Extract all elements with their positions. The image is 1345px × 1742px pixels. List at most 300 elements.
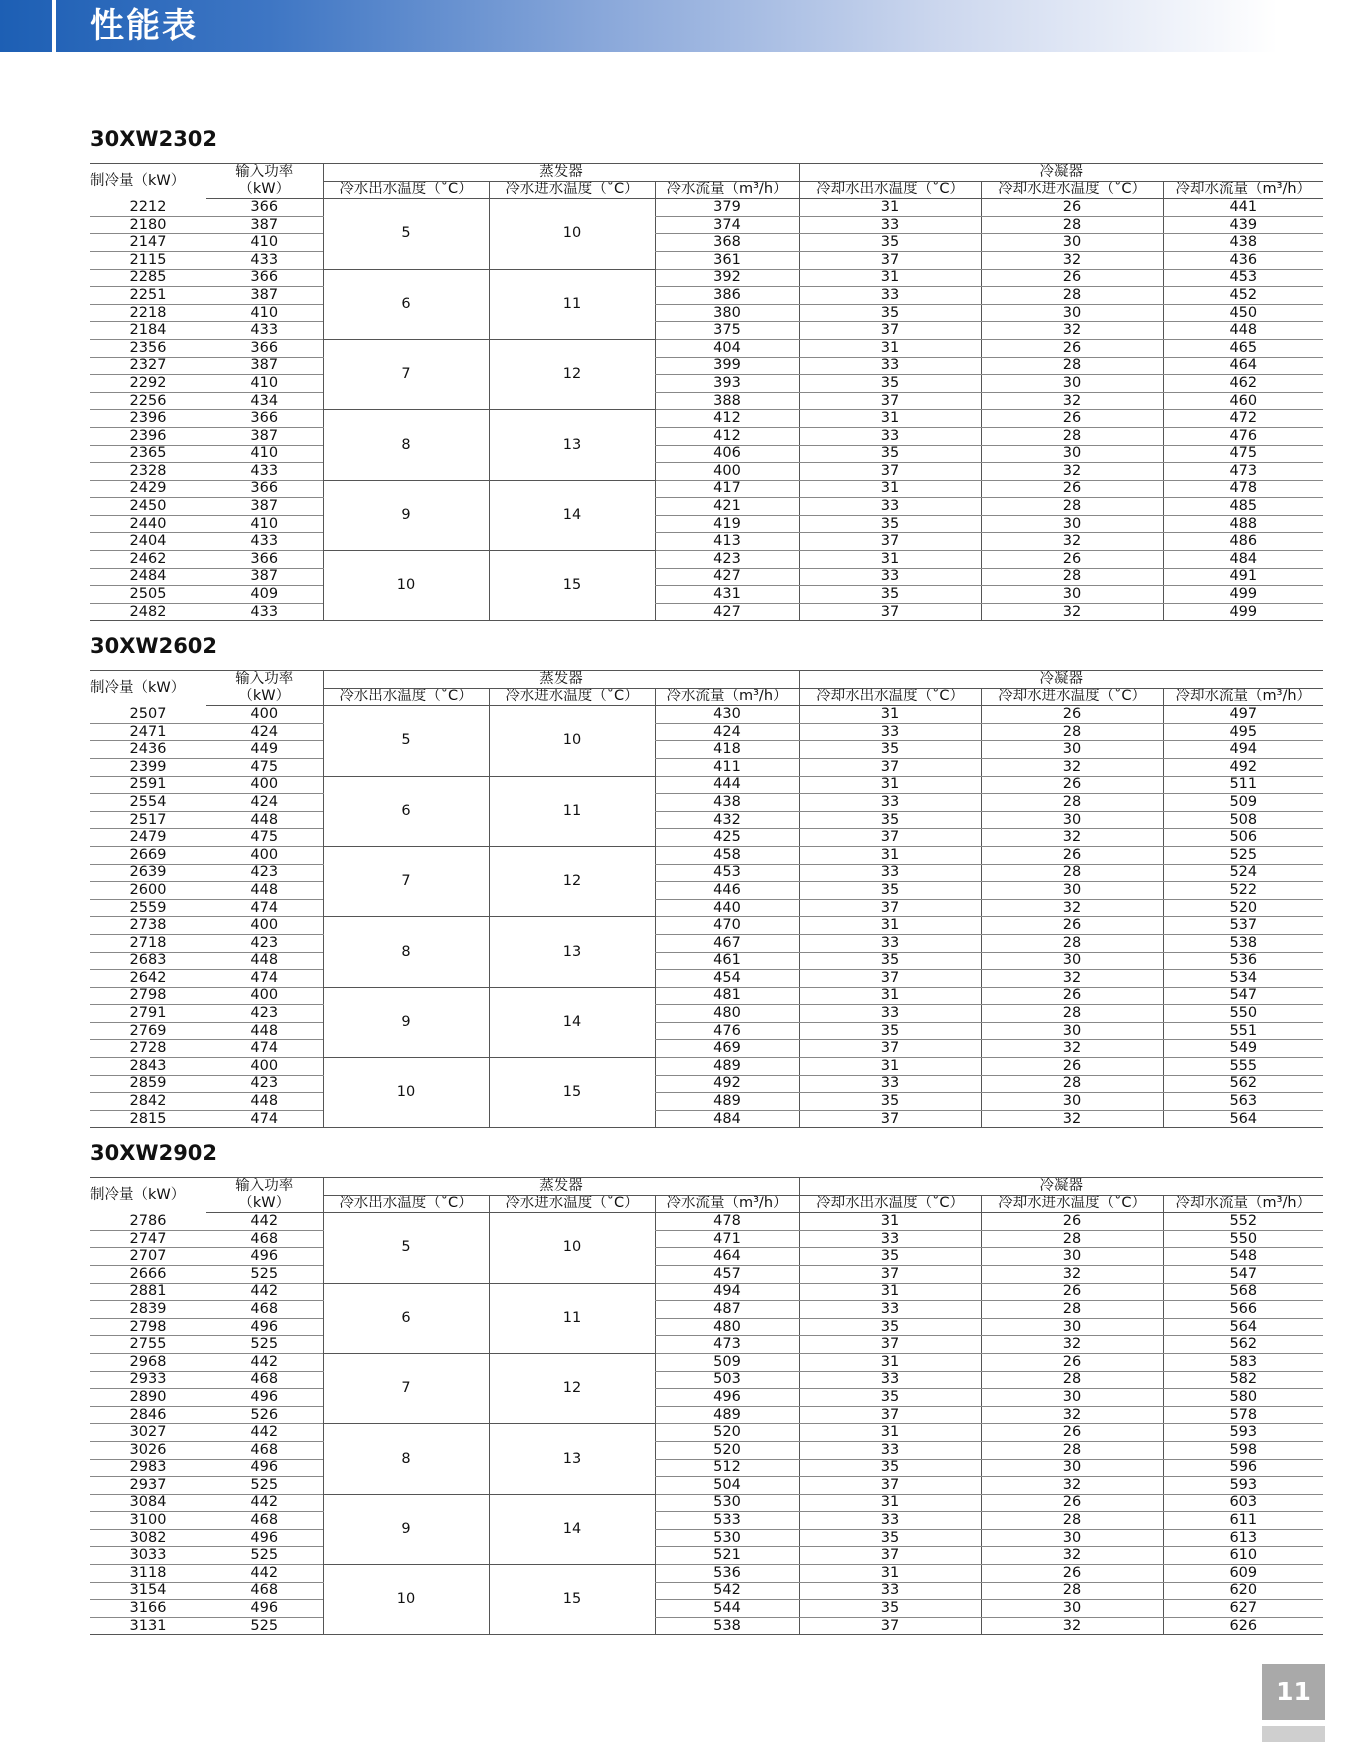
cell-evap-in-temp: 15 xyxy=(489,551,655,621)
cell-cond-out-temp: 31 xyxy=(799,1058,981,1076)
cell-evap-out-temp: 9 xyxy=(323,480,489,550)
cell-power: 387 xyxy=(206,427,323,445)
cell-cond-flow: 448 xyxy=(1163,322,1323,340)
cell-capacity: 2839 xyxy=(90,1301,206,1319)
cell-capacity: 2365 xyxy=(90,445,206,463)
cell-cond-out-temp: 37 xyxy=(799,603,981,621)
cell-power: 400 xyxy=(206,917,323,935)
cell-capacity: 2115 xyxy=(90,251,206,269)
cell-capacity: 2399 xyxy=(90,758,206,776)
cell-cond-out-temp: 37 xyxy=(799,463,981,481)
table-row xyxy=(90,533,1323,551)
table-row xyxy=(90,269,1323,287)
cell-evap-flow: 406 xyxy=(655,445,799,463)
cell-power: 387 xyxy=(206,498,323,516)
header-cond-out-temp: 冷却水出水温度（˚C） xyxy=(799,688,981,706)
table-row xyxy=(90,1529,1323,1547)
table-row xyxy=(90,603,1323,621)
header-cond-flow: 冷却水流量（m³/h） xyxy=(1163,688,1323,706)
cell-power: 433 xyxy=(206,603,323,621)
cell-cond-flow: 578 xyxy=(1163,1406,1323,1424)
cell-evap-out-temp: 5 xyxy=(323,199,489,269)
cell-cond-flow: 472 xyxy=(1163,410,1323,428)
cell-evap-flow: 368 xyxy=(655,234,799,252)
table-row xyxy=(90,1547,1323,1565)
cell-cond-flow: 524 xyxy=(1163,864,1323,882)
cell-cond-out-temp: 31 xyxy=(799,1565,981,1583)
cell-cond-out-temp: 31 xyxy=(799,917,981,935)
header-cond-out-temp: 冷却水出水温度（˚C） xyxy=(799,1195,981,1213)
table-row xyxy=(90,463,1323,481)
cell-evap-out-temp: 5 xyxy=(323,706,489,776)
cell-cond-out-temp: 37 xyxy=(799,251,981,269)
table-row xyxy=(90,1230,1323,1248)
cell-power: 434 xyxy=(206,392,323,410)
header-cond-in-temp: 冷却水进水温度（˚C） xyxy=(981,181,1163,199)
cell-evap-flow: 438 xyxy=(655,794,799,812)
cell-evap-flow: 424 xyxy=(655,723,799,741)
cell-cond-in-temp: 32 xyxy=(981,1406,1163,1424)
header-evap-in-temp: 冷水进水温度（˚C） xyxy=(489,688,655,706)
cell-power: 468 xyxy=(206,1230,323,1248)
cell-cond-flow: 520 xyxy=(1163,899,1323,917)
cell-power: 496 xyxy=(206,1600,323,1618)
cell-power: 496 xyxy=(206,1529,323,1547)
table-row xyxy=(90,970,1323,988)
cell-power: 410 xyxy=(206,375,323,393)
cell-cond-in-temp: 32 xyxy=(981,1477,1163,1495)
cell-power: 496 xyxy=(206,1459,323,1477)
cell-cond-flow: 475 xyxy=(1163,445,1323,463)
cell-capacity: 2404 xyxy=(90,533,206,551)
model-title: 30XW2902 xyxy=(90,1141,218,1165)
cell-power: 433 xyxy=(206,533,323,551)
cell-cond-in-temp: 28 xyxy=(981,357,1163,375)
cell-cond-out-temp: 33 xyxy=(799,1301,981,1319)
table-row xyxy=(90,586,1323,604)
cell-power: 387 xyxy=(206,568,323,586)
cell-capacity: 2642 xyxy=(90,970,206,988)
cell-power: 468 xyxy=(206,1582,323,1600)
cell-evap-flow: 361 xyxy=(655,251,799,269)
table-row xyxy=(90,706,1323,724)
cell-cond-flow: 620 xyxy=(1163,1582,1323,1600)
cell-capacity: 2769 xyxy=(90,1022,206,1040)
cell-cond-in-temp: 26 xyxy=(981,339,1163,357)
table-row xyxy=(90,304,1323,322)
cell-cond-flow: 564 xyxy=(1163,1318,1323,1336)
cell-cond-in-temp: 30 xyxy=(981,811,1163,829)
cell-evap-flow: 427 xyxy=(655,568,799,586)
cell-cond-out-temp: 31 xyxy=(799,1283,981,1301)
cell-cond-flow: 509 xyxy=(1163,794,1323,812)
cell-cond-out-temp: 37 xyxy=(799,1040,981,1058)
cell-cond-out-temp: 33 xyxy=(799,1441,981,1459)
cell-cond-flow: 486 xyxy=(1163,533,1323,551)
cell-capacity: 2471 xyxy=(90,723,206,741)
cell-evap-flow: 489 xyxy=(655,1058,799,1076)
cell-evap-out-temp: 5 xyxy=(323,1213,489,1283)
cell-evap-flow: 421 xyxy=(655,498,799,516)
cell-cond-flow: 452 xyxy=(1163,287,1323,305)
cell-evap-flow: 503 xyxy=(655,1371,799,1389)
cell-capacity: 2554 xyxy=(90,794,206,812)
header-power-unit: （kW） xyxy=(206,181,323,199)
cell-capacity: 2396 xyxy=(90,410,206,428)
cell-evap-in-temp: 12 xyxy=(489,846,655,916)
cell-power: 424 xyxy=(206,723,323,741)
cell-capacity: 2356 xyxy=(90,339,206,357)
cell-power: 468 xyxy=(206,1441,323,1459)
cell-evap-flow: 509 xyxy=(655,1353,799,1371)
cell-power: 468 xyxy=(206,1512,323,1530)
cell-power: 442 xyxy=(206,1494,323,1512)
cell-evap-in-temp: 13 xyxy=(489,917,655,987)
header-cond-flow: 冷却水流量（m³/h） xyxy=(1163,181,1323,199)
cell-cond-flow: 453 xyxy=(1163,269,1323,287)
cell-cond-flow: 438 xyxy=(1163,234,1323,252)
cell-cond-in-temp: 32 xyxy=(981,1336,1163,1354)
cell-cond-in-temp: 28 xyxy=(981,216,1163,234)
cell-capacity: 2429 xyxy=(90,480,206,498)
table-row xyxy=(90,551,1323,569)
table-row xyxy=(90,776,1323,794)
cell-cond-out-temp: 31 xyxy=(799,339,981,357)
cell-cond-in-temp: 26 xyxy=(981,987,1163,1005)
cell-capacity: 3082 xyxy=(90,1529,206,1547)
cell-cond-flow: 580 xyxy=(1163,1389,1323,1407)
cell-cond-out-temp: 37 xyxy=(799,1336,981,1354)
cell-power: 468 xyxy=(206,1301,323,1319)
table-row xyxy=(90,339,1323,357)
cell-cond-out-temp: 31 xyxy=(799,1213,981,1231)
cell-capacity: 2559 xyxy=(90,899,206,917)
cell-cond-in-temp: 30 xyxy=(981,234,1163,252)
cell-cond-flow: 499 xyxy=(1163,603,1323,621)
cell-evap-flow: 536 xyxy=(655,1565,799,1583)
cell-power: 366 xyxy=(206,199,323,217)
cell-cond-flow: 568 xyxy=(1163,1283,1323,1301)
cell-cond-out-temp: 35 xyxy=(799,882,981,900)
cell-power: 526 xyxy=(206,1406,323,1424)
table-row xyxy=(90,568,1323,586)
cell-cond-flow: 596 xyxy=(1163,1459,1323,1477)
cell-evap-in-temp: 13 xyxy=(489,410,655,480)
table-row xyxy=(90,216,1323,234)
cell-cond-out-temp: 31 xyxy=(799,410,981,428)
cell-evap-flow: 521 xyxy=(655,1547,799,1565)
cell-cond-in-temp: 30 xyxy=(981,952,1163,970)
cell-cond-flow: 476 xyxy=(1163,427,1323,445)
cell-cond-flow: 538 xyxy=(1163,934,1323,952)
cell-cond-out-temp: 35 xyxy=(799,586,981,604)
cell-capacity: 2859 xyxy=(90,1075,206,1093)
cell-evap-flow: 440 xyxy=(655,899,799,917)
cell-cond-flow: 566 xyxy=(1163,1301,1323,1319)
cell-cond-flow: 562 xyxy=(1163,1336,1323,1354)
cell-cond-out-temp: 35 xyxy=(799,515,981,533)
cell-evap-flow: 496 xyxy=(655,1389,799,1407)
cell-cond-out-temp: 35 xyxy=(799,1600,981,1618)
header-evaporator: 蒸发器 xyxy=(323,164,799,182)
cell-evap-flow: 412 xyxy=(655,410,799,428)
cell-cond-out-temp: 33 xyxy=(799,794,981,812)
cell-capacity: 2933 xyxy=(90,1371,206,1389)
header-evap-flow: 冷水流量（m³/h） xyxy=(655,181,799,199)
cell-evap-flow: 431 xyxy=(655,586,799,604)
cell-evap-flow: 399 xyxy=(655,357,799,375)
cell-capacity: 3027 xyxy=(90,1424,206,1442)
cell-evap-flow: 464 xyxy=(655,1248,799,1266)
cell-power: 525 xyxy=(206,1265,323,1283)
cell-capacity: 2798 xyxy=(90,987,206,1005)
cell-evap-flow: 375 xyxy=(655,322,799,340)
cell-capacity: 2328 xyxy=(90,463,206,481)
cell-cond-in-temp: 28 xyxy=(981,934,1163,952)
table-row xyxy=(90,1022,1323,1040)
cell-evap-out-temp: 10 xyxy=(323,1565,489,1635)
cell-cond-flow: 583 xyxy=(1163,1353,1323,1371)
cell-cond-out-temp: 37 xyxy=(799,1547,981,1565)
cell-cond-out-temp: 31 xyxy=(799,987,981,1005)
cell-power: 433 xyxy=(206,463,323,481)
cell-cond-in-temp: 26 xyxy=(981,269,1163,287)
cell-cond-out-temp: 31 xyxy=(799,269,981,287)
table-row xyxy=(90,882,1323,900)
table-row xyxy=(90,741,1323,759)
table-row xyxy=(90,952,1323,970)
cell-cond-in-temp: 32 xyxy=(981,533,1163,551)
cell-cond-out-temp: 37 xyxy=(799,1110,981,1128)
cell-cond-out-temp: 31 xyxy=(799,551,981,569)
header-cond-out-temp: 冷却水出水温度（˚C） xyxy=(799,181,981,199)
cell-capacity: 3118 xyxy=(90,1565,206,1583)
table-row xyxy=(90,1336,1323,1354)
cell-cond-flow: 491 xyxy=(1163,568,1323,586)
cell-cond-flow: 511 xyxy=(1163,776,1323,794)
cell-power: 449 xyxy=(206,741,323,759)
cell-cond-in-temp: 30 xyxy=(981,1459,1163,1477)
table-row xyxy=(90,1389,1323,1407)
cell-evap-flow: 520 xyxy=(655,1424,799,1442)
header-divider xyxy=(52,0,56,52)
cell-cond-flow: 506 xyxy=(1163,829,1323,847)
cell-cond-flow: 537 xyxy=(1163,917,1323,935)
cell-cond-out-temp: 37 xyxy=(799,1265,981,1283)
cell-evap-out-temp: 8 xyxy=(323,917,489,987)
cell-cond-out-temp: 35 xyxy=(799,1022,981,1040)
cell-evap-flow: 461 xyxy=(655,952,799,970)
cell-cond-flow: 492 xyxy=(1163,758,1323,776)
cell-evap-flow: 404 xyxy=(655,339,799,357)
cell-power: 400 xyxy=(206,987,323,1005)
cell-evap-flow: 417 xyxy=(655,480,799,498)
cell-cond-in-temp: 30 xyxy=(981,741,1163,759)
cell-power: 424 xyxy=(206,794,323,812)
cell-cond-out-temp: 35 xyxy=(799,1389,981,1407)
cell-capacity: 2968 xyxy=(90,1353,206,1371)
table-row xyxy=(90,1110,1323,1128)
table-row xyxy=(90,1301,1323,1319)
header-condenser: 冷凝器 xyxy=(799,1178,1323,1196)
cell-evap-out-temp: 6 xyxy=(323,269,489,339)
cell-cond-out-temp: 35 xyxy=(799,234,981,252)
table-row xyxy=(90,1441,1323,1459)
cell-capacity: 2937 xyxy=(90,1477,206,1495)
cell-evap-out-temp: 7 xyxy=(323,1353,489,1423)
cell-cond-flow: 603 xyxy=(1163,1494,1323,1512)
cell-cond-flow: 494 xyxy=(1163,741,1323,759)
cell-cond-out-temp: 33 xyxy=(799,934,981,952)
cell-cond-out-temp: 37 xyxy=(799,1477,981,1495)
cell-evap-flow: 533 xyxy=(655,1512,799,1530)
header-evap-out-temp: 冷水出水温度（˚C） xyxy=(323,181,489,199)
performance-table xyxy=(90,163,1323,621)
cell-cond-out-temp: 35 xyxy=(799,445,981,463)
cell-cond-out-temp: 33 xyxy=(799,1512,981,1530)
cell-capacity: 2462 xyxy=(90,551,206,569)
table-row xyxy=(90,1371,1323,1389)
cell-capacity: 2798 xyxy=(90,1318,206,1336)
cell-evap-flow: 489 xyxy=(655,1093,799,1111)
cell-evap-flow: 432 xyxy=(655,811,799,829)
cell-evap-flow: 392 xyxy=(655,269,799,287)
cell-power: 410 xyxy=(206,515,323,533)
cell-evap-in-temp: 10 xyxy=(489,706,655,776)
cell-cond-out-temp: 33 xyxy=(799,357,981,375)
cell-power: 433 xyxy=(206,322,323,340)
cell-cond-out-temp: 33 xyxy=(799,1230,981,1248)
cell-cond-flow: 460 xyxy=(1163,392,1323,410)
table-row xyxy=(90,794,1323,812)
cell-cond-in-temp: 32 xyxy=(981,1617,1163,1635)
cell-capacity: 2791 xyxy=(90,1005,206,1023)
cell-cond-flow: 609 xyxy=(1163,1565,1323,1583)
header-evap-out-temp: 冷水出水温度（˚C） xyxy=(323,688,489,706)
cell-cond-flow: 488 xyxy=(1163,515,1323,533)
cell-capacity: 2479 xyxy=(90,829,206,847)
cell-capacity: 2147 xyxy=(90,234,206,252)
cell-cond-flow: 548 xyxy=(1163,1248,1323,1266)
cell-cond-in-temp: 26 xyxy=(981,1424,1163,1442)
cell-capacity: 2396 xyxy=(90,427,206,445)
cell-cond-in-temp: 32 xyxy=(981,1040,1163,1058)
cell-power: 442 xyxy=(206,1353,323,1371)
cell-cond-out-temp: 31 xyxy=(799,1424,981,1442)
cell-capacity: 2184 xyxy=(90,322,206,340)
cell-cond-flow: 611 xyxy=(1163,1512,1323,1530)
cell-cond-out-temp: 33 xyxy=(799,427,981,445)
cell-cond-out-temp: 35 xyxy=(799,811,981,829)
cell-evap-in-temp: 10 xyxy=(489,1213,655,1283)
cell-cond-flow: 547 xyxy=(1163,987,1323,1005)
header-evap-in-temp: 冷水进水温度（˚C） xyxy=(489,1195,655,1213)
cell-capacity: 2440 xyxy=(90,515,206,533)
header-power: 输入功率 xyxy=(206,164,323,182)
cell-cond-in-temp: 28 xyxy=(981,864,1163,882)
cell-evap-flow: 504 xyxy=(655,1477,799,1495)
header-evap-flow: 冷水流量（m³/h） xyxy=(655,688,799,706)
cell-cond-flow: 582 xyxy=(1163,1371,1323,1389)
cell-capacity: 2436 xyxy=(90,741,206,759)
cell-cond-flow: 547 xyxy=(1163,1265,1323,1283)
cell-cond-out-temp: 33 xyxy=(799,568,981,586)
cell-cond-in-temp: 32 xyxy=(981,251,1163,269)
cell-power: 525 xyxy=(206,1477,323,1495)
cell-capacity: 2517 xyxy=(90,811,206,829)
cell-capacity: 2666 xyxy=(90,1265,206,1283)
cell-cond-out-temp: 37 xyxy=(799,533,981,551)
cell-capacity: 2755 xyxy=(90,1336,206,1354)
cell-power: 366 xyxy=(206,480,323,498)
cell-cond-out-temp: 37 xyxy=(799,392,981,410)
cell-power: 475 xyxy=(206,829,323,847)
table-row xyxy=(90,1058,1323,1076)
cell-cond-flow: 436 xyxy=(1163,251,1323,269)
cell-evap-in-temp: 12 xyxy=(489,1353,655,1423)
table-row xyxy=(90,287,1323,305)
cell-evap-in-temp: 11 xyxy=(489,269,655,339)
cell-evap-flow: 453 xyxy=(655,864,799,882)
cell-power: 525 xyxy=(206,1336,323,1354)
cell-cond-flow: 593 xyxy=(1163,1477,1323,1495)
cell-evap-flow: 386 xyxy=(655,287,799,305)
cell-power: 496 xyxy=(206,1318,323,1336)
cell-evap-flow: 470 xyxy=(655,917,799,935)
cell-capacity: 2846 xyxy=(90,1406,206,1424)
cell-capacity: 2251 xyxy=(90,287,206,305)
cell-power: 387 xyxy=(206,357,323,375)
table-row xyxy=(90,515,1323,533)
cell-evap-out-temp: 8 xyxy=(323,410,489,480)
cell-power: 442 xyxy=(206,1213,323,1231)
cell-cond-out-temp: 31 xyxy=(799,706,981,724)
cell-cond-out-temp: 33 xyxy=(799,498,981,516)
cell-cond-in-temp: 26 xyxy=(981,480,1163,498)
cell-cond-out-temp: 35 xyxy=(799,741,981,759)
cell-cond-out-temp: 37 xyxy=(799,1617,981,1635)
cell-cond-in-temp: 28 xyxy=(981,1301,1163,1319)
cell-cond-out-temp: 31 xyxy=(799,776,981,794)
table-row xyxy=(90,427,1323,445)
cell-cond-in-temp: 28 xyxy=(981,1582,1163,1600)
cell-evap-flow: 487 xyxy=(655,1301,799,1319)
cell-evap-flow: 419 xyxy=(655,515,799,533)
cell-cond-flow: 598 xyxy=(1163,1441,1323,1459)
cell-cond-out-temp: 33 xyxy=(799,1075,981,1093)
cell-cond-flow: 610 xyxy=(1163,1547,1323,1565)
cell-cond-in-temp: 30 xyxy=(981,1022,1163,1040)
cell-power: 400 xyxy=(206,776,323,794)
cell-cond-in-temp: 26 xyxy=(981,1213,1163,1231)
header-cond-in-temp: 冷却水进水温度（˚C） xyxy=(981,688,1163,706)
cell-power: 475 xyxy=(206,758,323,776)
header-power: 输入功率 xyxy=(206,671,323,689)
cell-evap-in-temp: 15 xyxy=(489,1565,655,1635)
cell-cond-in-temp: 30 xyxy=(981,1093,1163,1111)
cell-evap-out-temp: 7 xyxy=(323,339,489,409)
cell-capacity: 2718 xyxy=(90,934,206,952)
cell-evap-flow: 489 xyxy=(655,1406,799,1424)
cell-evap-flow: 469 xyxy=(655,1040,799,1058)
cell-evap-flow: 412 xyxy=(655,427,799,445)
table-row xyxy=(90,1265,1323,1283)
cell-cond-in-temp: 28 xyxy=(981,427,1163,445)
cell-evap-flow: 471 xyxy=(655,1230,799,1248)
cell-power: 387 xyxy=(206,216,323,234)
cell-power: 400 xyxy=(206,706,323,724)
cell-capacity: 2738 xyxy=(90,917,206,935)
